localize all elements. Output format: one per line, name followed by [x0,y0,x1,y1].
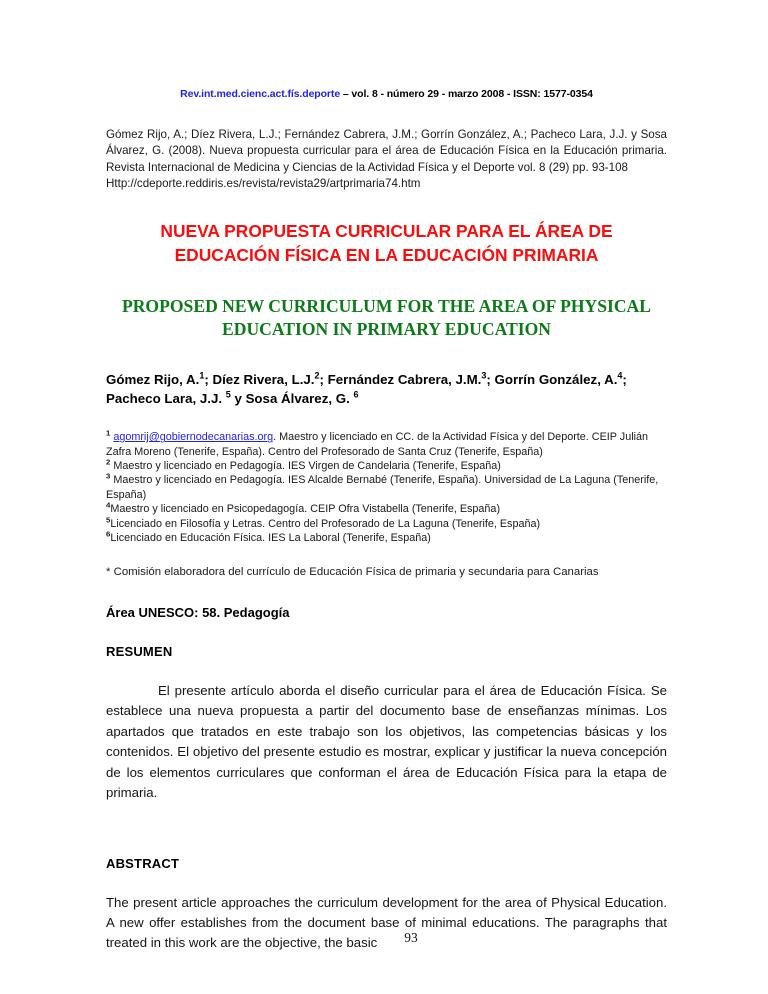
affiliation-text: Licenciado en Educación Física. IES La Laboral (Tenerife, España) [110,531,431,544]
affiliation-text: Maestro y licenciado en Pedagogía. IES Virgen de Candelaria (Tenerife, España) [110,460,501,473]
affiliation-marker: 6 [106,529,111,539]
author-superscript: 4 [617,370,623,381]
citation-url[interactable]: Http://cdeporte.reddiris.es/revista/revista29/artprimaria74.htm [106,176,421,190]
resumen-paragraph: El presente artículo aborda el diseño curricular para el área de Educación Física. Se establece una nueva propuesta a partir del documento base de enseñanzas mínimas. Los apartados que tratados en este trabajo son los objetivos, las competencias básicas y los contenidos. El objetivo del presente estudio es mostrar, explicar y justificar la nueva concepción de los elementos curriculares que conforman el área de Educación Física para la etapa de primaria. [106,682,667,801]
page-content [106,88,667,976]
committee-note: * Comisión elaboradora del currículo de Educación Física de primaria y secundaria para Canarias [106,566,599,579]
page-number: 93 [404,930,418,945]
affiliation-marker: 2 [106,457,111,467]
author-list: Gómez Rijo, A.$^1$; Díez Rivera, L.J.$^2$; Fernández Cabrera, J.M.$^3$; Gorrín González, A.$^4$; Pacheco Lara, J.J. $^5$ y Sosa Álvarez, G. $^6$ [106,370,627,407]
affiliation-item-2 [106,459,667,473]
author-email-link[interactable]: agomrij@gobiernodecanarias.org [113,431,274,444]
affiliation-item-3 [106,473,667,502]
page-folio [0,930,768,946]
affiliation-marker: 3 [106,471,111,481]
affiliation-item-1 [106,430,667,459]
citation-block [106,127,667,193]
affiliation-text: Maestro y licenciado en Psicopedagogía. CEIP Ofra Vistabella (Tenerife, España) [110,503,501,516]
abstract-paragraph: The present article approaches the curriculum development for the area of Physical Education. A new offer establishes from the document base of minimal educations. The paragraphs that treated in this work are the objective, the basic [106,894,667,951]
heading-abstract: ABSTRACT [106,855,180,871]
affiliation-marker: 4 [106,500,111,510]
author-superscript: 5 [225,389,231,400]
citation-text: Gómez Rijo, A.; Díez Rivera, L.J.; Fernández Cabrera, J.M.; Gorrín González, A.; Pacheco Lara, J.J. y Sosa Álvarez, G. (2008). Nueva propuesta curricular para el área de Educación Física en la Educación primaria. Revista Internacional de Medicina y Ciencias de la Actividad Física y el Deporte vol. 8 (29) pp. 93-108 [106,127,667,174]
author-superscript: 1 [199,370,205,381]
affiliation-text: Maestro y licenciado en Pedagogía. IES Alcalde Bernabé (Tenerife, España). Universidad de La Laguna (Tenerife, España) [106,474,659,501]
affiliation-marker: 5 [106,514,111,524]
affiliation-item-6 [106,531,667,545]
author-superscript: 6 [353,389,359,400]
affiliation-item-4 [106,502,667,516]
running-head [106,88,667,101]
affiliation-text: Licenciado en Filosofía y Letras. Centro del Profesorado de La Laguna (Tenerife, España) [110,517,541,530]
issue-info: – vol. 8 - número 29 - marzo 2008 - ISSN: 1577-0354 [340,88,593,100]
heading-resumen: RESUMEN [106,644,173,660]
affiliation-text: . Maestro y licenciado en CC. de la Actividad Física y del Deporte. CEIP Julián Zafra Moreno (Tenerife, España). Centro del Profesorado de Santa Cruz (Tenerife, España) [106,431,649,458]
author-superscript: 2 [314,370,320,381]
author-superscript: 3 [481,370,487,381]
affiliation-item-5 [106,514,667,531]
affiliation-marker: 1 [106,428,111,438]
title-english: PROPOSED NEW CURRICULUM FOR THE AREA OF PHYSICAL EDUCATION IN PRIMARY EDUCATION [121,295,651,340]
affiliation-list [106,430,667,545]
title-spanish: NUEVA PROPUESTA CURRICULAR PARA EL ÁREA DE EDUCACIÓN FÍSICA EN LA EDUCACIÓN PRIMARIA [160,221,613,265]
unesco-area: Área UNESCO: 58. Pedagogía [106,605,290,621]
journal-name: Rev.int.med.cienc.act.fís.deporte [180,88,341,100]
